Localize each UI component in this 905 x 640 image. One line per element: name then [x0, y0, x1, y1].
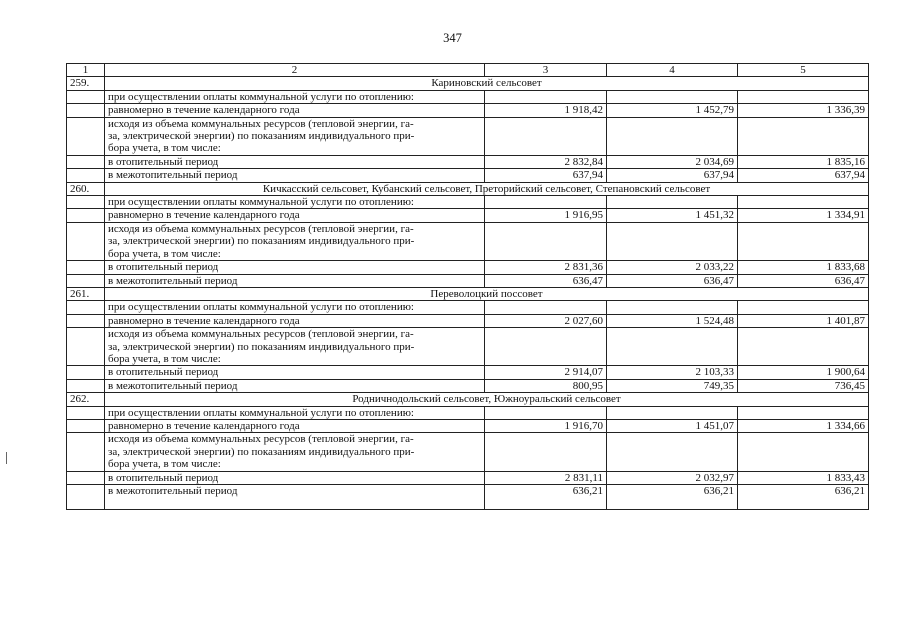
row-number-cell [67, 104, 105, 117]
tariff-table [66, 63, 869, 510]
row-description: в отопительный период [105, 471, 485, 484]
row-number-cell [67, 222, 105, 260]
column-number-2: 2 [105, 64, 485, 77]
value-column-4 [607, 222, 738, 260]
value-column-5: 1 401,87 [738, 314, 869, 327]
value-column-4: 749,35 [607, 379, 738, 392]
value-column-4 [607, 90, 738, 103]
row-description: равномерно в течение календарного года [105, 314, 485, 327]
value-column-5: 637,94 [738, 169, 869, 182]
value-column-4: 636,47 [607, 274, 738, 287]
value-column-3 [485, 196, 607, 209]
value-column-3: 1 916,70 [485, 419, 607, 432]
row-number-cell [67, 90, 105, 103]
row-description: равномерно в течение календарного года [105, 104, 485, 117]
row-number-cell [67, 117, 105, 155]
table-body [67, 64, 869, 510]
value-column-4: 1 524,48 [607, 314, 738, 327]
row-number-cell [67, 301, 105, 314]
row-number-cell [67, 209, 105, 222]
row-description: равномерно в течение календарного года [105, 209, 485, 222]
scan-mark [6, 452, 7, 464]
row-description: в отопительный период [105, 155, 485, 168]
row-number-cell [67, 379, 105, 392]
value-column-5 [738, 117, 869, 155]
value-column-3 [485, 301, 607, 314]
value-column-5: 636,21 [738, 485, 869, 510]
value-column-5 [738, 196, 869, 209]
value-column-3: 2 914,07 [485, 366, 607, 379]
value-column-4 [607, 117, 738, 155]
row-number-cell [67, 274, 105, 287]
row-number-cell [67, 419, 105, 432]
table-row [67, 433, 869, 471]
row-description: в межотопительный период [105, 379, 485, 392]
row-description: равномерно в течение календарного года [105, 419, 485, 432]
section-header-row [67, 393, 869, 406]
section-title: Кичкасский сельсовет, Кубанский сельсовет, Преторийский сельсовет, Степановский сельсовет [105, 182, 869, 195]
value-column-4: 1 451,32 [607, 209, 738, 222]
value-column-3: 2 831,36 [485, 261, 607, 274]
table-row [67, 155, 869, 168]
table-row [67, 261, 869, 274]
value-column-3: 1 916,95 [485, 209, 607, 222]
value-column-3 [485, 117, 607, 155]
value-column-5 [738, 301, 869, 314]
table-row [67, 196, 869, 209]
value-column-3: 800,95 [485, 379, 607, 392]
column-number-5: 5 [738, 64, 869, 77]
row-number-cell [67, 314, 105, 327]
value-column-4: 1 452,79 [607, 104, 738, 117]
value-column-3 [485, 222, 607, 260]
section-number: 261. [67, 287, 105, 300]
value-column-3: 636,21 [485, 485, 607, 510]
value-column-3: 1 918,42 [485, 104, 607, 117]
section-header-row [67, 182, 869, 195]
value-column-4: 2 034,69 [607, 155, 738, 168]
row-description: в отопительный период [105, 366, 485, 379]
table-row [67, 117, 869, 155]
value-column-5 [738, 328, 869, 366]
value-column-4: 637,94 [607, 169, 738, 182]
column-number-4: 4 [607, 64, 738, 77]
row-description: при осуществлении оплаты коммунальной услуги по отоплению: [105, 406, 485, 419]
value-column-4: 2 103,33 [607, 366, 738, 379]
value-column-3: 637,94 [485, 169, 607, 182]
value-column-3 [485, 90, 607, 103]
value-column-5: 1 833,68 [738, 261, 869, 274]
value-column-4: 636,21 [607, 485, 738, 510]
table-row [67, 314, 869, 327]
value-column-4 [607, 433, 738, 471]
row-number-cell [67, 155, 105, 168]
row-description: исходя из объема коммунальных ресурсов (тепловой энергии, га- за, электрической энергии) по показаниям индивидуального при- бора учета, в том числе: [105, 117, 485, 155]
value-column-5: 1 835,16 [738, 155, 869, 168]
row-number-cell [67, 366, 105, 379]
table-row [67, 104, 869, 117]
row-number-cell [67, 169, 105, 182]
value-column-5: 1 336,39 [738, 104, 869, 117]
row-number-cell [67, 471, 105, 484]
table-row [67, 379, 869, 392]
column-number-1: 1 [67, 64, 105, 77]
row-description: исходя из объема коммунальных ресурсов (тепловой энергии, га- за, электрической энергии) по показаниям индивидуального при- бора учета, в том числе: [105, 328, 485, 366]
value-column-3: 2 027,60 [485, 314, 607, 327]
value-column-3: 2 832,84 [485, 155, 607, 168]
table-row [67, 471, 869, 484]
table-row [67, 328, 869, 366]
value-column-5: 736,45 [738, 379, 869, 392]
value-column-5 [738, 406, 869, 419]
value-column-4 [607, 196, 738, 209]
value-column-5 [738, 90, 869, 103]
section-header-row [67, 77, 869, 90]
value-column-5 [738, 222, 869, 260]
section-number: 262. [67, 393, 105, 406]
value-column-5: 1 334,91 [738, 209, 869, 222]
value-column-4 [607, 406, 738, 419]
value-column-4 [607, 301, 738, 314]
row-description: при осуществлении оплаты коммунальной услуги по отоплению: [105, 301, 485, 314]
table-row [67, 485, 869, 510]
value-column-3: 2 831,11 [485, 471, 607, 484]
section-header-row [67, 287, 869, 300]
row-description: исходя из объема коммунальных ресурсов (тепловой энергии, га- за, электрической энергии) по показаниям индивидуального при- бора учета, в том числе: [105, 222, 485, 260]
value-column-5: 1 900,64 [738, 366, 869, 379]
table-row [67, 406, 869, 419]
value-column-5: 1 833,43 [738, 471, 869, 484]
value-column-3 [485, 406, 607, 419]
row-number-cell [67, 485, 105, 510]
value-column-4: 2 032,97 [607, 471, 738, 484]
value-column-4: 2 033,22 [607, 261, 738, 274]
section-number: 260. [67, 182, 105, 195]
row-description: в межотопительный период [105, 274, 485, 287]
value-column-3 [485, 433, 607, 471]
table-row [67, 222, 869, 260]
section-number: 259. [67, 77, 105, 90]
column-number-row [67, 64, 869, 77]
row-number-cell [67, 433, 105, 471]
value-column-5: 1 334,66 [738, 419, 869, 432]
table-row [67, 274, 869, 287]
section-title: Кариновский сельсовет [105, 77, 869, 90]
row-number-cell [67, 406, 105, 419]
table-row [67, 169, 869, 182]
row-description: исходя из объема коммунальных ресурсов (тепловой энергии, га- за, электрической энергии) по показаниям индивидуального при- бора учета, в том числе: [105, 433, 485, 471]
table-row [67, 366, 869, 379]
page-number: 347 [443, 31, 462, 45]
table-row [67, 419, 869, 432]
value-column-3: 636,47 [485, 274, 607, 287]
row-description: при осуществлении оплаты коммунальной услуги по отоплению: [105, 196, 485, 209]
table-row [67, 301, 869, 314]
section-title: Родничнодольский сельсовет, Южноуральский сельсовет [105, 393, 869, 406]
row-number-cell [67, 261, 105, 274]
row-description: в межотопительный период [105, 169, 485, 182]
value-column-4 [607, 328, 738, 366]
row-number-cell [67, 328, 105, 366]
row-description: в отопительный период [105, 261, 485, 274]
value-column-3 [485, 328, 607, 366]
table-row [67, 209, 869, 222]
table-row [67, 90, 869, 103]
row-description: при осуществлении оплаты коммунальной услуги по отоплению: [105, 90, 485, 103]
value-column-5: 636,47 [738, 274, 869, 287]
value-column-5 [738, 433, 869, 471]
value-column-4: 1 451,07 [607, 419, 738, 432]
row-number-cell [67, 196, 105, 209]
column-number-3: 3 [485, 64, 607, 77]
row-description: в межотопительный период [105, 485, 485, 510]
section-title: Переволоцкий поссовет [105, 287, 869, 300]
